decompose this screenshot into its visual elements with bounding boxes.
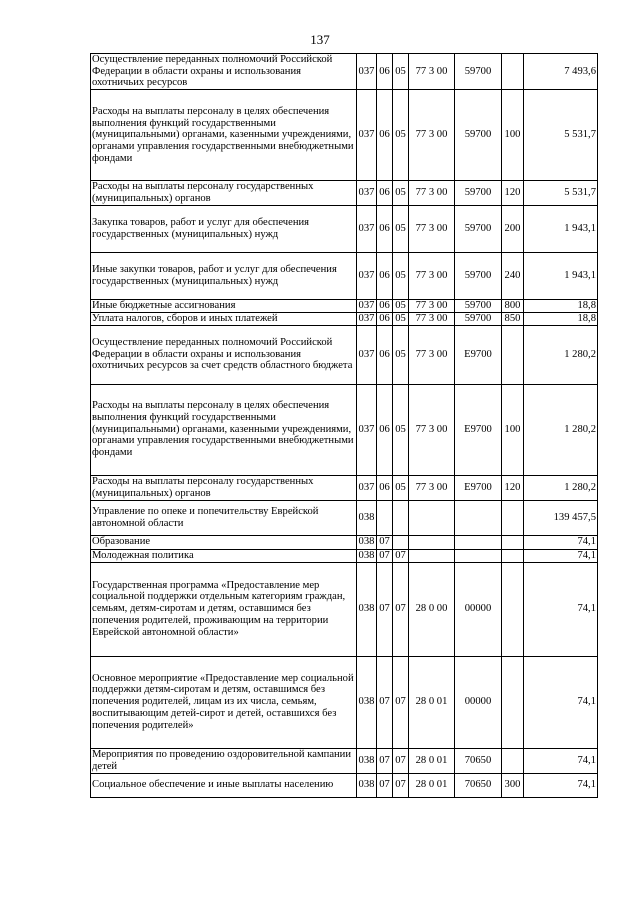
cell-min: 038 xyxy=(357,535,377,549)
cell-vr: 240 xyxy=(502,252,524,299)
cell-pr: 05 xyxy=(393,475,409,500)
cell-csr2: E9700 xyxy=(455,325,502,384)
table-row xyxy=(91,384,598,475)
cell-min: 037 xyxy=(357,475,377,500)
cell-sum: 1 280,2 xyxy=(524,325,598,384)
table-row xyxy=(91,656,598,748)
cell-sum: 5 531,7 xyxy=(524,90,598,181)
cell-csr2: 59700 xyxy=(455,54,502,90)
cell-rz: 06 xyxy=(377,54,393,90)
cell-min: 037 xyxy=(357,54,377,90)
cell-min: 037 xyxy=(357,325,377,384)
cell-csr2 xyxy=(455,535,502,549)
cell-pr: 05 xyxy=(393,312,409,325)
cell-sum: 18,8 xyxy=(524,299,598,312)
cell-csr2 xyxy=(455,549,502,562)
cell-name: Расходы на выплаты персоналу государственных (муниципальных) органов xyxy=(91,475,357,500)
cell-rz: 07 xyxy=(377,748,393,773)
cell-csr: 77 3 00 xyxy=(409,181,455,205)
cell-rz: 06 xyxy=(377,384,393,475)
cell-name: Иные закупки товаров, работ и услуг для обеспечения государственных (муниципальных) нужд xyxy=(91,252,357,299)
cell-rz: 07 xyxy=(377,656,393,748)
table-row xyxy=(91,90,598,181)
cell-min: 038 xyxy=(357,656,377,748)
cell-pr: 05 xyxy=(393,181,409,205)
cell-rz: 06 xyxy=(377,475,393,500)
table-row xyxy=(91,181,598,205)
cell-rz: 06 xyxy=(377,299,393,312)
page-number: 137 xyxy=(310,32,330,47)
cell-vr xyxy=(502,500,524,535)
cell-rz: 06 xyxy=(377,181,393,205)
cell-vr: 200 xyxy=(502,205,524,252)
cell-pr: 07 xyxy=(393,562,409,656)
cell-min: 038 xyxy=(357,748,377,773)
cell-name: Расходы на выплаты персоналу государственных (муниципальных) органов xyxy=(91,181,357,205)
cell-vr xyxy=(502,54,524,90)
table-body xyxy=(91,54,598,798)
cell-min: 037 xyxy=(357,90,377,181)
budget-table xyxy=(90,53,598,798)
cell-vr xyxy=(502,325,524,384)
cell-csr xyxy=(409,535,455,549)
cell-csr: 77 3 00 xyxy=(409,384,455,475)
cell-name: Осуществление переданных полномочий Российской Федерации в области охраны и использования охотничьих ресурсов за счет средств областного бюджета xyxy=(91,325,357,384)
cell-vr xyxy=(502,562,524,656)
cell-name: Расходы на выплаты персоналу в целях обеспечения выполнения функций государственными (муниципальными) органами, казенными учреждениями, органами управления государственными внебюджетными фондами xyxy=(91,90,357,181)
cell-rz: 06 xyxy=(377,90,393,181)
cell-rz: 06 xyxy=(377,312,393,325)
cell-pr: 05 xyxy=(393,299,409,312)
table-row xyxy=(91,475,598,500)
cell-vr: 300 xyxy=(502,773,524,797)
cell-name: Управление по опеке и попечительству Еврейской автономной области xyxy=(91,500,357,535)
cell-csr2: 59700 xyxy=(455,205,502,252)
cell-vr: 100 xyxy=(502,90,524,181)
cell-csr: 77 3 00 xyxy=(409,475,455,500)
cell-rz xyxy=(377,500,393,535)
cell-csr2: E9700 xyxy=(455,475,502,500)
cell-name: Расходы на выплаты персоналу в целях обеспечения выполнения функций государственными (муниципальными) органами, казенными учреждениями, органами управления государственными внебюджетными фондами xyxy=(91,384,357,475)
cell-pr: 05 xyxy=(393,252,409,299)
cell-rz: 07 xyxy=(377,773,393,797)
cell-vr xyxy=(502,748,524,773)
cell-csr: 28 0 01 xyxy=(409,748,455,773)
cell-sum: 18,8 xyxy=(524,312,598,325)
cell-pr: 05 xyxy=(393,384,409,475)
cell-name: Образование xyxy=(91,535,357,549)
cell-sum: 139 457,5 xyxy=(524,500,598,535)
cell-csr2: 70650 xyxy=(455,748,502,773)
cell-min: 037 xyxy=(357,181,377,205)
table-row xyxy=(91,748,598,773)
cell-rz: 07 xyxy=(377,549,393,562)
cell-csr2: 59700 xyxy=(455,90,502,181)
cell-csr2: 00000 xyxy=(455,562,502,656)
cell-pr: 07 xyxy=(393,773,409,797)
cell-pr: 05 xyxy=(393,54,409,90)
cell-pr: 05 xyxy=(393,325,409,384)
cell-min: 038 xyxy=(357,562,377,656)
cell-sum: 74,1 xyxy=(524,748,598,773)
table-row xyxy=(91,562,598,656)
table-row xyxy=(91,205,598,252)
cell-name: Иные бюджетные ассигнования xyxy=(91,299,357,312)
cell-vr: 850 xyxy=(502,312,524,325)
cell-csr2: E9700 xyxy=(455,384,502,475)
cell-sum: 1 943,1 xyxy=(524,205,598,252)
cell-pr: 07 xyxy=(393,748,409,773)
table-row xyxy=(91,252,598,299)
table-row xyxy=(91,312,598,325)
cell-name: Социальное обеспечение и иные выплаты населению xyxy=(91,773,357,797)
cell-csr2 xyxy=(455,500,502,535)
cell-min: 037 xyxy=(357,205,377,252)
cell-pr: 05 xyxy=(393,205,409,252)
cell-name: Государственная программа «Предоставление мер социальной поддержки отдельным категориям граждан, семьям, детям-сиротам и детям, оставшимся без попечения родителей, проживающим на территории Еврейской автономной области» xyxy=(91,562,357,656)
table-row xyxy=(91,549,598,562)
cell-pr xyxy=(393,535,409,549)
cell-csr: 77 3 00 xyxy=(409,325,455,384)
cell-min: 037 xyxy=(357,384,377,475)
table-row xyxy=(91,325,598,384)
cell-sum: 74,1 xyxy=(524,656,598,748)
cell-csr: 77 3 00 xyxy=(409,205,455,252)
cell-name: Осуществление переданных полномочий Российской Федерации в области охраны и использования охотничьих ресурсов xyxy=(91,54,357,90)
cell-vr: 100 xyxy=(502,384,524,475)
cell-csr xyxy=(409,500,455,535)
cell-csr2: 59700 xyxy=(455,312,502,325)
cell-min: 038 xyxy=(357,549,377,562)
cell-name: Мероприятия по проведению оздоровительной кампании детей xyxy=(91,748,357,773)
cell-min: 038 xyxy=(357,500,377,535)
cell-min: 037 xyxy=(357,299,377,312)
cell-csr2: 59700 xyxy=(455,299,502,312)
cell-min: 038 xyxy=(357,773,377,797)
table-row xyxy=(91,54,598,90)
cell-csr xyxy=(409,549,455,562)
cell-sum: 1 943,1 xyxy=(524,252,598,299)
table-row xyxy=(91,299,598,312)
cell-vr xyxy=(502,656,524,748)
table-row xyxy=(91,773,598,797)
cell-sum: 74,1 xyxy=(524,535,598,549)
cell-csr2: 59700 xyxy=(455,252,502,299)
cell-min: 037 xyxy=(357,312,377,325)
cell-name: Уплата налогов, сборов и иных платежей xyxy=(91,312,357,325)
cell-rz: 06 xyxy=(377,252,393,299)
cell-sum: 7 493,6 xyxy=(524,54,598,90)
cell-name: Молодежная политика xyxy=(91,549,357,562)
cell-vr: 120 xyxy=(502,181,524,205)
cell-csr2: 00000 xyxy=(455,656,502,748)
cell-sum: 74,1 xyxy=(524,773,598,797)
cell-name: Основное мероприятие «Предоставление мер социальной поддержки детям-сиротам и детям, оставшимся без попечения родителей, лицам из их числа, семьям, воспитывающим детей-сирот и детей, оставшихся без попечения родителей» xyxy=(91,656,357,748)
cell-csr: 77 3 00 xyxy=(409,312,455,325)
cell-csr: 77 3 00 xyxy=(409,252,455,299)
cell-min: 037 xyxy=(357,252,377,299)
cell-pr: 05 xyxy=(393,90,409,181)
table-row xyxy=(91,535,598,549)
cell-vr: 120 xyxy=(502,475,524,500)
cell-sum: 5 531,7 xyxy=(524,181,598,205)
cell-csr: 28 0 00 xyxy=(409,562,455,656)
cell-rz: 07 xyxy=(377,535,393,549)
cell-pr: 07 xyxy=(393,549,409,562)
cell-rz: 06 xyxy=(377,325,393,384)
table-row xyxy=(91,500,598,535)
cell-rz: 07 xyxy=(377,562,393,656)
cell-rz: 06 xyxy=(377,205,393,252)
cell-csr: 28 0 01 xyxy=(409,773,455,797)
cell-pr: 07 xyxy=(393,656,409,748)
cell-name: Закупка товаров, работ и услуг для обеспечения государственных (муниципальных) нужд xyxy=(91,205,357,252)
cell-csr: 77 3 00 xyxy=(409,299,455,312)
cell-sum: 74,1 xyxy=(524,549,598,562)
cell-csr2: 59700 xyxy=(455,181,502,205)
cell-csr: 77 3 00 xyxy=(409,54,455,90)
cell-sum: 1 280,2 xyxy=(524,384,598,475)
cell-pr xyxy=(393,500,409,535)
cell-csr2: 70650 xyxy=(455,773,502,797)
cell-sum: 1 280,2 xyxy=(524,475,598,500)
cell-vr xyxy=(502,549,524,562)
cell-csr: 28 0 01 xyxy=(409,656,455,748)
cell-csr: 77 3 00 xyxy=(409,90,455,181)
cell-vr xyxy=(502,535,524,549)
cell-vr: 800 xyxy=(502,299,524,312)
cell-sum: 74,1 xyxy=(524,562,598,656)
